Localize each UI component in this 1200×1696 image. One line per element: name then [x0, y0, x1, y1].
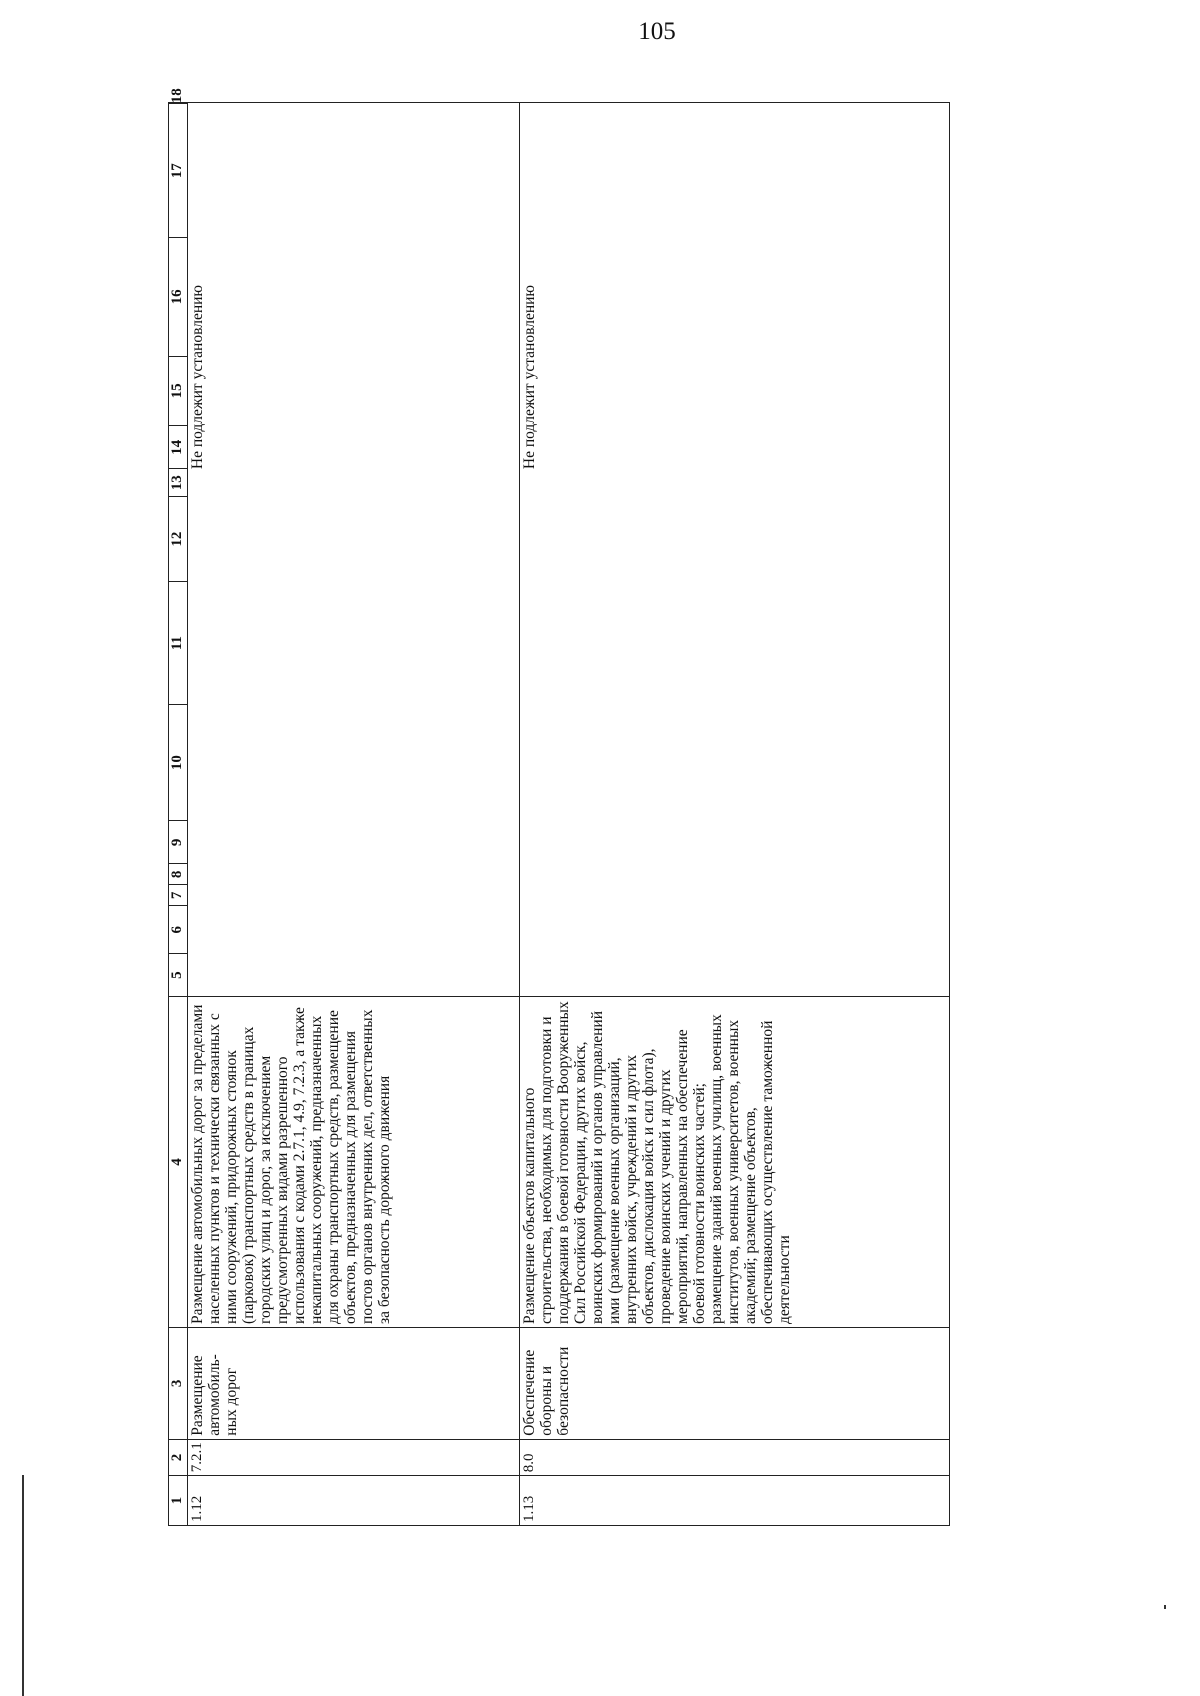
row-note	[520, 103, 950, 997]
column-header: 10	[169, 705, 188, 821]
column-header: 6	[169, 906, 188, 954]
column-header: 15	[169, 356, 188, 426]
row-note-text: Не подлежит установлению	[521, 285, 538, 470]
column-header: 13	[169, 469, 188, 497]
table-row	[520, 103, 950, 1526]
row-number: 1.13	[520, 1476, 950, 1526]
table-row	[188, 103, 520, 1526]
page-number: 105	[638, 18, 676, 45]
column-header: 5	[169, 953, 188, 996]
row-code: 7.2.1	[188, 1439, 520, 1476]
column-number-row	[169, 103, 188, 1526]
row-code: 8.0	[520, 1439, 950, 1476]
column-header: 9	[169, 821, 188, 864]
row-description: Размещение объектов капитального строительства, необходимых для подготовки и поддержания в боевой готовности Вооруженных Сил Российской Федерации, других войск, воинских формирований и органов управлений ими (размещение военных организаций, внутренних войск, учреждений и других объектов, дислокация войск и сил флота), проведение воинских учений и других мероприятий, направленных на обеспечение боевой готовности воинских частей; размещение зданий военных училищ, военных институтов, военных университетов, военных академий; размещение объектов, обеспечивающих осуществление таможенной деятельности	[520, 997, 950, 1328]
column-header: 3	[169, 1327, 188, 1439]
column-header: 11	[169, 582, 188, 705]
column-header: 1	[169, 1476, 188, 1526]
land-use-table	[168, 88, 950, 1526]
column-header: 18	[169, 103, 188, 104]
rotated-table-container	[168, 88, 948, 1526]
row-name: Обеспечение обороны и безопасности	[520, 1327, 950, 1439]
row-note-text: Не подлежит установлению	[189, 285, 206, 470]
column-header: 8	[169, 864, 188, 885]
column-header: 14	[169, 426, 188, 469]
column-header: 16	[169, 238, 188, 356]
row-description: Размещение автомобильных дорог за пределами населенных пунктов и технически связанных с ними сооружений, придорожных стоянок (парковок) транспортных средств в границах городских улиц и дорог, за исключением предусмотренных видами разрешенного использования с кодами 2.7.1, 4.9, 7.2.3, а также некапитальных сооружений, предназначенных для охраны транспортных средств, размещение объектов, предназначенных для размещения постов органов внутренних дел, ответственных за безопасность дорожного движения	[188, 997, 520, 1328]
column-header: 7	[169, 885, 188, 906]
scan-margin-line	[22, 1475, 24, 1696]
column-header: 17	[169, 104, 188, 238]
row-name: Размещение автомобиль-ных дорог	[188, 1327, 520, 1439]
column-header: 2	[169, 1439, 188, 1476]
column-header: 4	[169, 997, 188, 1328]
scan-speck	[1164, 1605, 1166, 1609]
row-note	[188, 103, 520, 997]
row-number: 1.12	[188, 1476, 520, 1526]
column-header: 12	[169, 497, 188, 582]
